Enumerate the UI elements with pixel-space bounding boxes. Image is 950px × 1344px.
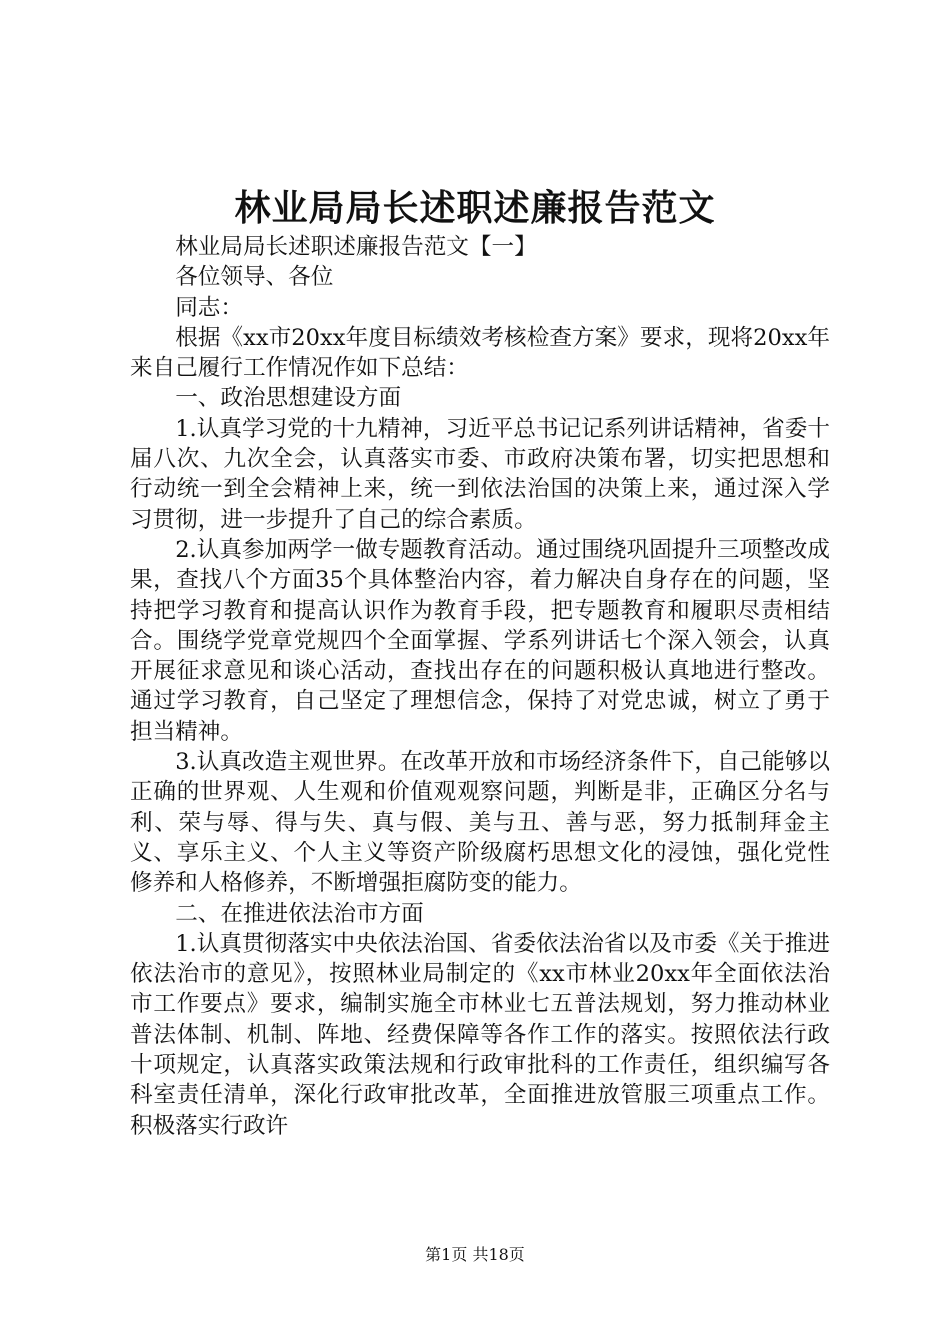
- section-heading: 二、在推进依法治市方面: [175, 900, 424, 927]
- document-title: 林业局局长述职述廉报告范文: [234, 187, 716, 229]
- section-heading: 林业局局长述职述廉报告范文【一】: [175, 234, 537, 260]
- salutation: 各位领导、各位: [175, 264, 334, 291]
- salutation: 同志：: [175, 294, 243, 321]
- paragraph: 1.认真学习党的十九精神，习近平总书记记系列讲话精神，省委十届八次、九次全会，认真落实市委、市政府决策布署，切实把思想和行动统一到全会精神上来，统一到依法治国的决策上来，通过深入学习贯彻，进一步提升了自己的综合素质。: [130, 415, 830, 533]
- page-number: 第1页 共18页: [425, 1245, 525, 1264]
- paragraph: 1.认真贯彻落实中央依法治国、省委依法治省以及市委《关于推进依法治市的意见》，按照林业局制定的《xx市林业20xx年全面依法治市工作要点》要求，编制实施全市林业七五普法规划，努力推动林业普法体制、机制、阵地、经费保障等各作工作的落实。按照依法行政十项规定，认真落实政策法规和行政审批科的工作责任，组织编写各科室责任清单，深化行政审批改革，全面推进放管服三项重点工作。积极落实行政许: [130, 930, 830, 1139]
- document-body: [130, 232, 830, 1141]
- paragraph: 3.认真改造主观世界。在改革开放和市场经济条件下，自己能够以正确的世界观、人生观和价值观观察问题，判断是非，正确区分名与利、荣与辱、得与失、真与假、美与丑、善与恶，努力抵制拜金主义、享乐主义、个人主义等资产阶级腐朽思想文化的浸蚀，强化党性修养和人格修养，不断增强拒腐防变的能力。: [130, 749, 830, 897]
- section-heading: 一、政治思想建设方面: [175, 385, 402, 412]
- paragraph: 根据《xx市20xx年度目标绩效考核检查方案》要求，现将20xx年来自己履行工作情况作如下总结：: [130, 324, 830, 382]
- paragraph: 2.认真参加两学一做专题教育活动。通过围绕巩固提升三项整改成果，查找八个方面35个具体整治内容，着力解决自身存在的问题，坚持把学习教育和提高认识作为教育手段，把专题教育和履职尽责相结合。围绕学党章党规四个全面掌握、学系列讲话七个深入领会，认真开展征求意见和谈心活动，查找出存在的问题积极认真地进行整改。通过学习教育，自己坚定了理想信念，保持了对党忠诚，树立了勇于担当精神。: [130, 536, 830, 745]
